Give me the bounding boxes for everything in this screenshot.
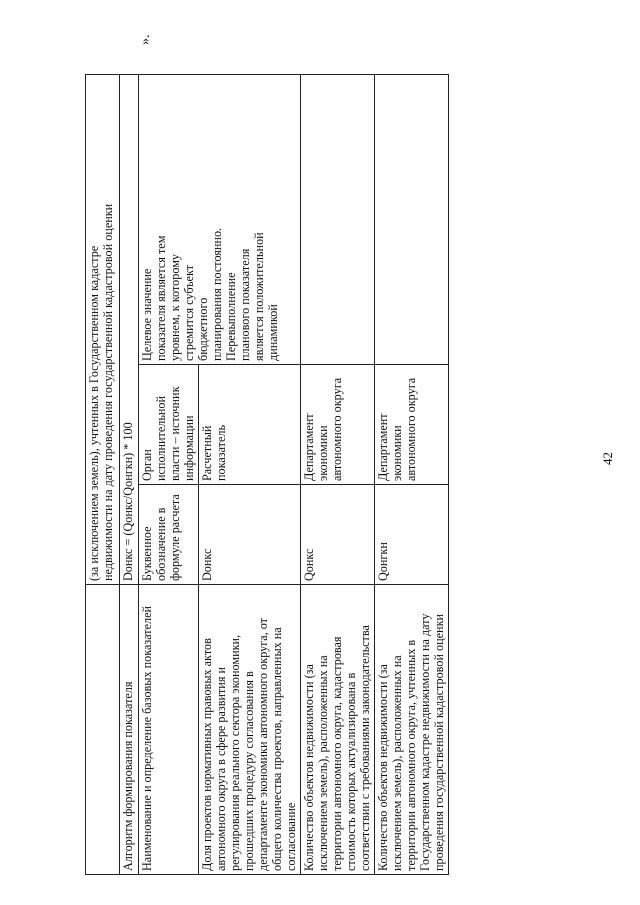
base-header-row [139,74,199,874]
letter-cell [375,485,449,585]
indicator-name: Доля проектов нормативных правовых актов автономного округа в сфере развития и регулирования реального сектора экономики, прошедших процедуру согласования в департаменте экономики автономного округа, от общего количества проектов, направленных на согласование [200,618,298,871]
indicator-name-cell [199,585,301,875]
closing-quote-mark: ». [138,34,153,45]
source-header-cell [139,365,199,485]
algorithm-label: Алгоритм формирования показателя [121,681,135,871]
base-header: Наименование и определение базовых показателей [140,605,154,871]
page-number: 42 [600,452,615,465]
base-header-cell [139,585,199,875]
table-row [301,74,375,874]
indicator-name: Количество объектов недвижимости (за исключением земель), расположенных на территории автономного округа, кадастровая стоимость которых актуализирована в соответствии с требованиями законодательства [302,625,372,871]
letter-header: Буквенное обозначение в формуле расчета [140,494,182,581]
source-cell [375,365,449,485]
empty-cell [301,74,375,364]
empty-cell [375,74,449,364]
continuation-cell [86,74,120,584]
algorithm-formula: Doнкс = (Qонкс/Qонгкн) * 100 [121,422,135,581]
info-source: Расчетный показатель [200,424,228,481]
source-cell [199,365,301,485]
empty-cell [86,585,120,875]
algorithm-label-cell [120,585,139,875]
letter-designation: Qонгкн [376,542,390,581]
source-cell [301,365,375,485]
continuation-row [86,74,120,874]
letter-header-cell [139,485,199,585]
info-source: Департамент экономики автономного округа [376,377,418,481]
indicator-name-cell [375,585,449,875]
target-note: Целевое значение показателя является тем уровнем, к которому стремится субъект бюджетного планирования постоянно. Перевыполнение планового показателя является положительной динамикой [140,227,280,361]
algorithm-formula-cell [120,74,139,584]
table-row [375,74,449,874]
letter-cell [199,485,301,585]
source-header: Орган исполнительной власти – источник информации [140,386,196,481]
letter-cell [301,485,375,585]
algorithm-row [120,74,139,874]
indicator-name: Количество объектов недвижимости (за исключением земель), расположенных на территории автономного округа, учтенных в Государственном кадастре недвижимости на дату проведения государственной кадастровой оценки [376,613,446,871]
target-note-cell [139,74,301,364]
indicator-name-cell [301,585,375,875]
indicator-table [85,74,449,875]
continuation-text: (за исключением земель), учтенных в Государственном кадастре недвижимости на дату проведения государственной кадастровой оценки [87,203,115,581]
info-source: Департамент экономики автономного округа [302,377,344,481]
letter-designation: Qонкс [302,548,316,581]
letter-designation: Doнкс [200,548,214,581]
